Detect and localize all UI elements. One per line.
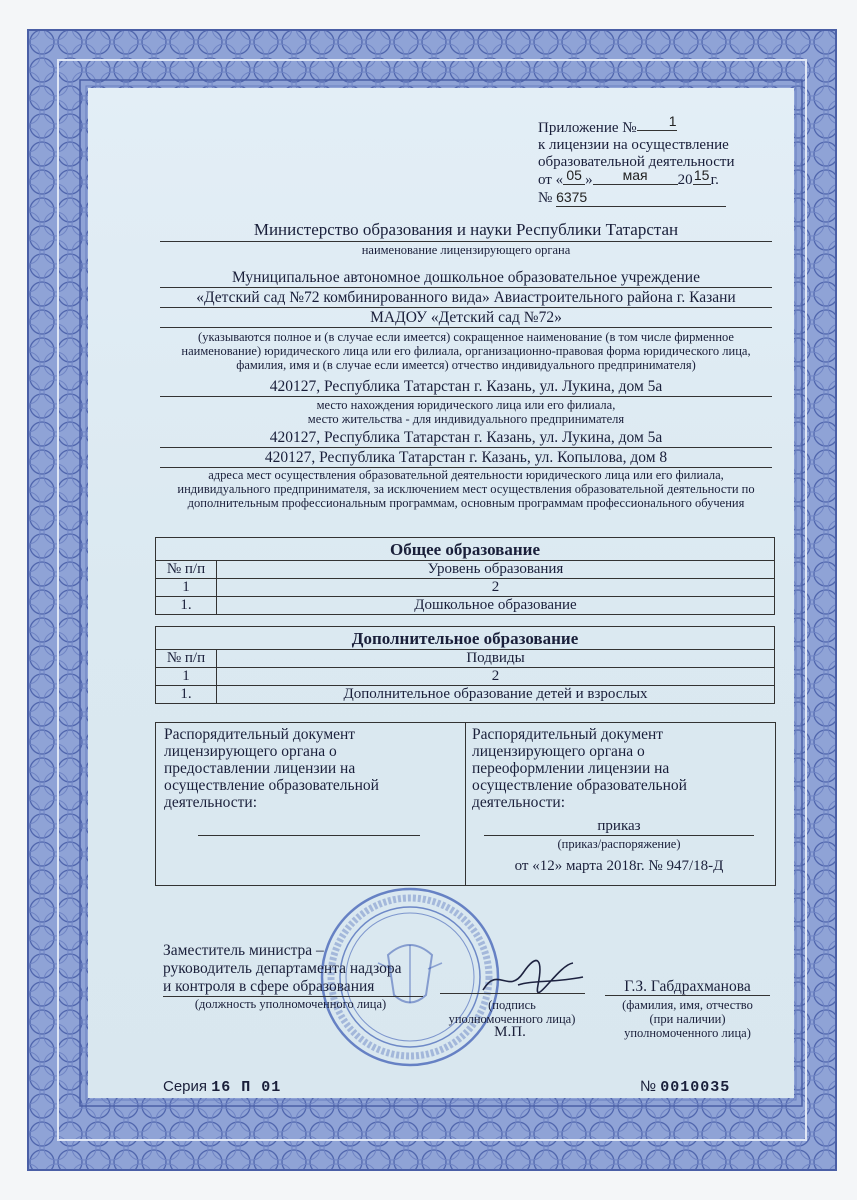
- org-caption: (указываются полное и (в случае если имеется) сокращенное наименование (в том числе фирменное наименование) юридического лица или его филиала, организационно-правовая форма юридического лица, фамилия, имя и (в случае если имеется) отчество индивидуального предпринимателя): [181, 330, 751, 372]
- decision-right-line2: лицензирующего органа о: [472, 743, 645, 760]
- signature-line: [440, 993, 585, 994]
- position-line1: Заместитель министра –: [163, 942, 324, 959]
- date-month: мая: [593, 167, 678, 185]
- col-index-1: 1: [156, 579, 217, 597]
- row-number: 1.: [156, 686, 217, 704]
- row-value: Дополнительное образование детей и взрослых: [217, 686, 775, 704]
- year-suffix: г.: [710, 172, 719, 188]
- form-number-block: [640, 1078, 730, 1096]
- date-mid: »: [585, 172, 593, 188]
- appendix-line2: к лицензии на осуществление: [538, 137, 729, 153]
- org-line1: Муниципальное автономное дошкольное образовательное учреждение: [160, 268, 772, 288]
- date-year: 15: [693, 167, 710, 183]
- name-caption1: (фамилия, имя, отчество: [622, 998, 753, 1012]
- decision-doc-date: от «12» марта 2018г. № 947/18-Д: [514, 858, 724, 874]
- seal-mark: М.П.: [494, 1024, 526, 1040]
- col-header-num: № п/п: [156, 650, 217, 668]
- col-index-2: 2: [217, 668, 775, 686]
- name-caption3: уполномоченного лица): [624, 1026, 751, 1040]
- col-header-level: Уровень образования: [217, 561, 775, 579]
- decision-reissue-box: [464, 722, 776, 886]
- appendix-block: [538, 113, 768, 207]
- decision-left-line5: деятельности:: [164, 794, 258, 811]
- col-header-subtype: Подвиды: [217, 650, 775, 668]
- date-prefix: от «: [538, 172, 564, 188]
- appendix-number: 1: [637, 113, 677, 131]
- series-label: Серия: [163, 1078, 208, 1095]
- general-education-title: Общее образование: [156, 538, 775, 561]
- col-index-2: 2: [217, 579, 775, 597]
- decision-left-line4: осуществление образовательной: [164, 777, 379, 794]
- org-line2: «Детский сад №72 комбинированного вида» Авиастроительного района г. Казани: [160, 288, 772, 308]
- additional-education-title: Дополнительное образование: [156, 627, 775, 650]
- decision-right-line3: переоформлении лицензии на: [472, 760, 670, 777]
- table-row: [156, 597, 775, 615]
- form-number-label: №: [640, 1078, 657, 1095]
- col-index-1: 1: [156, 668, 217, 686]
- decision-doc-type: приказ: [484, 818, 754, 836]
- position-line2: руководитель департамента надзора: [163, 960, 402, 977]
- activity-caption: адреса мест осуществления образовательной деятельности юридического лица или его филиала, индивидуального предпринимателя, за исключением мест осуществления образовательной деятельности по дополнительным профессиональным программам, основным программам профессионального обучения: [177, 468, 755, 510]
- position-caption: (должность уполномоченного лица): [194, 997, 387, 1011]
- location-address: 420127, Республика Татарстан г. Казань, ул. Лукина, дом 5а: [160, 377, 772, 397]
- year-prefix: 20: [677, 172, 693, 188]
- position-line3: и контроля в сфере образования: [163, 978, 423, 997]
- date-day: 05: [563, 167, 585, 185]
- signer-name: Г.З. Габдрахманова: [605, 978, 770, 996]
- decision-left-blank-line: [198, 835, 420, 836]
- location-caption2: место жительства - для индивидуального предпринимателя: [307, 412, 625, 426]
- authority-name: Министерство образования и науки Республики Татарстан: [160, 219, 772, 242]
- decision-left-line1: Распорядительный документ: [164, 726, 356, 743]
- signer-position: [163, 942, 423, 997]
- license-number: 6375: [556, 189, 726, 207]
- org-line3: МАДОУ «Детский сад №72»: [160, 308, 772, 328]
- decision-right-line4: осуществление образовательной: [472, 777, 687, 794]
- col-header-num: № п/п: [156, 561, 217, 579]
- decision-left-line3: предоставлении лицензии на: [164, 760, 356, 777]
- decision-doc-caption: (приказ/распоряжение): [557, 837, 681, 851]
- series-block: [163, 1078, 281, 1096]
- additional-education-table: [155, 626, 775, 704]
- decision-right-line5: деятельности:: [472, 794, 566, 811]
- general-education-table: [155, 537, 775, 615]
- form-number-value: 0010035: [660, 1079, 731, 1096]
- table-row: [156, 686, 775, 704]
- activity-address-2: 420127, Республика Татарстан г. Казань, ул. Копылова, дом 8: [160, 448, 772, 468]
- signature-caption1: (подпись: [488, 998, 536, 1012]
- name-caption2: (при наличии): [649, 1012, 726, 1026]
- series-value: 16 П 01: [211, 1079, 282, 1096]
- decision-issue-box: [155, 722, 466, 886]
- decision-right-line1: Распорядительный документ: [472, 726, 664, 743]
- row-number: 1.: [156, 597, 217, 615]
- decision-left-line2: лицензирующего органа о: [164, 743, 337, 760]
- activity-address-1: 420127, Республика Татарстан г. Казань, ул. Лукина, дом 5а: [160, 428, 772, 448]
- license-num-label: №: [538, 190, 553, 206]
- appendix-label: Приложение №: [538, 120, 637, 136]
- appendix-line3: образовательной деятельности: [538, 154, 735, 170]
- signature-caption2: уполномоченного лица): [448, 1012, 576, 1026]
- authority-caption: наименование лицензирующего органа: [361, 243, 571, 257]
- location-caption1: место нахождения юридического лица или его филиала,: [316, 398, 616, 412]
- row-value: Дошкольное образование: [217, 597, 775, 615]
